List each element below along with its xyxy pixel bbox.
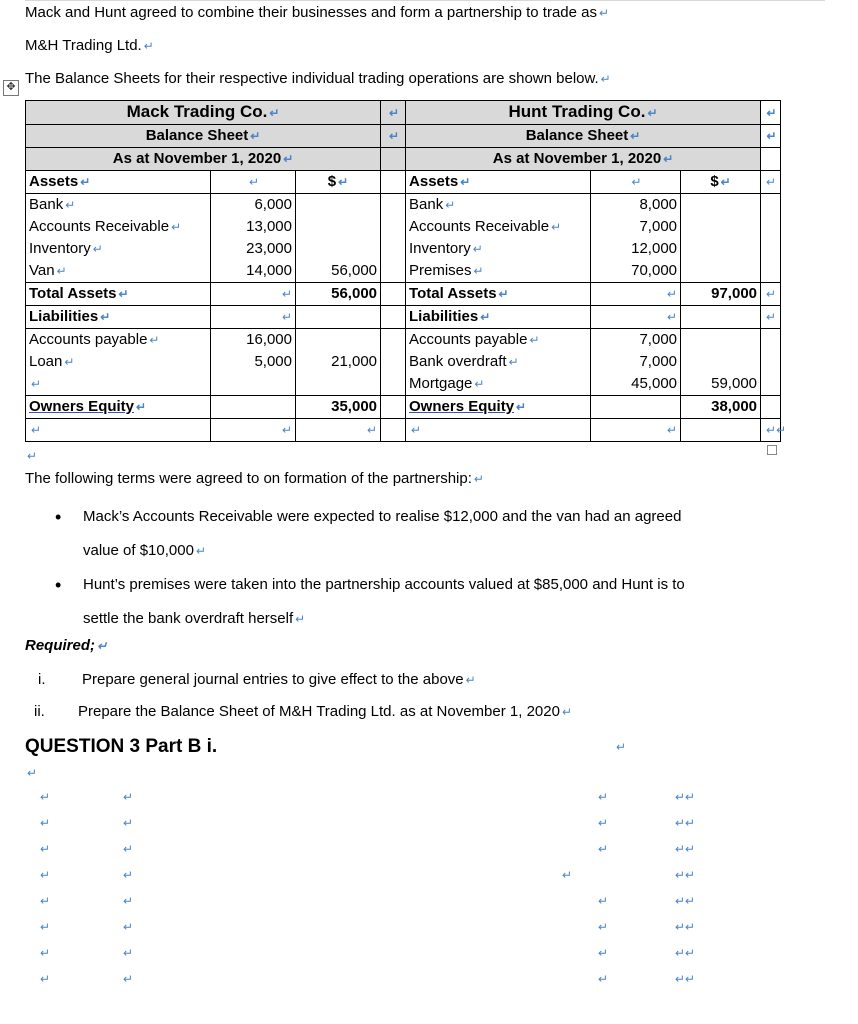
blank-answer-table	[30, 790, 790, 998]
table-row: ↵ ↵ ↵ ↵↵	[40, 946, 696, 960]
table-resize-handle[interactable]	[767, 445, 777, 455]
mack-asset-label: Bank ↵	[26, 194, 211, 217]
mack-company-title: Mack Trading Co. ↵	[26, 101, 381, 125]
hunt-liability-label: Bank overdraft ↵	[406, 351, 591, 373]
intro-line-2: M&H Trading Ltd. ↵	[25, 37, 154, 54]
hunt-company-title: Hunt Trading Co. ↵	[406, 101, 761, 125]
liabilities-header-row: Liabilities ↵ ↵ Liabilities ↵ ↵ ↵	[26, 306, 781, 329]
hunt-liability-amount: 7,000	[591, 329, 681, 352]
page-top-line	[25, 0, 825, 1]
list-item: • Mack’s Accounts Receivable were expected to realise $12,000 and the van had an agreed value of $10,000 ↵	[55, 500, 815, 568]
table-row: ↵ ↵ ↵ ↵↵	[40, 972, 696, 986]
sheet-row: Balance Sheet ↵ ↵ Balance Sheet ↵ ↵	[26, 125, 781, 148]
intro-line-1: Mack and Hunt agreed to combine their businesses and form a partnership to trade as ↵	[25, 4, 610, 21]
table-row	[26, 329, 781, 352]
required-item-1: i. Prepare general journal entries to give effect to the above ↵	[38, 671, 476, 688]
hunt-liability-amount: 45,000	[591, 373, 681, 396]
table-row: ↵ ↵ ↵ ↵↵	[40, 790, 696, 804]
table-row: ↵ ↵ ↵ ↵↵	[40, 816, 696, 830]
hunt-sheet-title: Balance Sheet ↵	[406, 125, 761, 148]
hunt-liability-label: Mortgage ↵	[406, 373, 591, 396]
mack-equity-label: Owners Equity ↵	[26, 396, 211, 419]
mack-currency: $ ↵	[296, 171, 381, 194]
intro-line-3: The Balance Sheets for their respective individual trading operations are shown below. ↵	[25, 70, 611, 87]
table-row	[26, 194, 781, 217]
hunt-asset-amount: 70,000	[591, 260, 681, 283]
mack-asset-label: Inventory ↵	[26, 238, 211, 260]
total-assets-row: Total Assets ↵ ↵ 56,000 Total Assets ↵ ↵ 97,000 ↵	[26, 283, 781, 306]
empty-row: ↵ ↵ ↵ ↵ ↵ ↵↵	[26, 419, 781, 442]
mack-asset-amount: 6,000	[211, 194, 296, 217]
date-row	[26, 148, 781, 171]
mack-assets-label: Assets ↵	[26, 171, 211, 194]
assets-header-row: Assets ↵ ↵ $ ↵ Assets ↵ ↵ $ ↵ ↵	[26, 171, 781, 194]
mack-total-assets-label: Total Assets ↵	[26, 283, 211, 306]
hunt-currency: $ ↵	[681, 171, 761, 194]
table-row: ↵ ↵ ↵ ↵↵	[40, 894, 696, 908]
required-item-2: ii. Prepare the Balance Sheet of M&H Trading Ltd. as at November 1, 2020 ↵	[34, 703, 573, 720]
table-row	[26, 351, 781, 373]
table-row: ↵ ↵ ↵ ↵↵	[40, 842, 696, 856]
mack-asset-subtotal: 56,000	[296, 260, 381, 283]
hunt-asset-amount: 8,000	[591, 194, 681, 217]
hunt-asset-label: Bank ↵	[406, 194, 591, 217]
hunt-liability-subtotal: 59,000	[681, 373, 761, 396]
required-label: Required; ↵	[25, 637, 108, 654]
hunt-asset-amount: 7,000	[591, 216, 681, 238]
table-row: ↵ ↵ ↵ ↵↵	[40, 868, 696, 882]
mack-asset-amount: 14,000	[211, 260, 296, 283]
mack-liability-subtotal: 21,000	[296, 351, 381, 373]
list-item: • Hunt’s premises were taken into the partnership accounts valued at $85,000 and Hunt is to settle the bank overdraft herself ↵	[55, 568, 815, 636]
mack-liability-label: Accounts payable ↵	[26, 329, 211, 352]
table-row: ↵ ↵ ↵ ↵↵	[40, 920, 696, 934]
heading-paragraph-mark: ↵	[616, 740, 627, 754]
hunt-equity-label: Owners Equity ↵	[406, 396, 591, 419]
mack-liability-amount: 5,000	[211, 351, 296, 373]
mack-total-assets: 56,000	[296, 283, 381, 306]
hunt-assets-label: Assets ↵	[406, 171, 591, 194]
empty-paragraph: ↵	[27, 449, 38, 463]
mack-equity: 35,000	[296, 396, 381, 419]
hunt-date: As at November 1, 2020 ↵	[406, 148, 761, 171]
hunt-asset-label: Accounts Receivable ↵	[406, 216, 591, 238]
mack-sheet-title: Balance Sheet ↵	[26, 125, 381, 148]
hunt-liability-amount: 7,000	[591, 351, 681, 373]
hunt-liability-label: Accounts payable ↵	[406, 329, 591, 352]
hunt-liabilities-label: Liabilities ↵	[406, 306, 591, 329]
mack-asset-amount: 13,000	[211, 216, 296, 238]
owners-equity-row	[26, 396, 781, 419]
table-row	[26, 216, 781, 238]
hunt-asset-label: Premises ↵	[406, 260, 591, 283]
terms-intro: The following terms were agreed to on formation of the partnership: ↵	[25, 470, 484, 487]
company-row: Mack Trading Co. ↵ ↵ Hunt Trading Co. ↵ ↵	[26, 101, 781, 125]
hunt-equity: 38,000	[681, 396, 761, 419]
mack-liabilities-label: Liabilities ↵	[26, 306, 211, 329]
hunt-asset-label: Inventory ↵	[406, 238, 591, 260]
table-row: ↵ Mortgage ↵ 45,000 59,000	[26, 373, 781, 396]
hunt-total-assets: 97,000	[681, 283, 761, 306]
table-move-handle[interactable]: ✥	[3, 80, 19, 96]
terms-list	[55, 500, 815, 636]
empty-paragraph: ↵	[27, 766, 38, 780]
mack-liability-label: Loan ↵	[26, 351, 211, 373]
mack-asset-label: Accounts Receivable ↵	[26, 216, 211, 238]
hunt-asset-amount: 12,000	[591, 238, 681, 260]
mack-asset-label: Van ↵	[26, 260, 211, 283]
mack-liability-amount: 16,000	[211, 329, 296, 352]
mack-date: As at November 1, 2020 ↵	[26, 148, 381, 171]
balance-sheets-table	[25, 100, 787, 442]
table-row	[26, 238, 781, 260]
hunt-total-assets-label: Total Assets ↵	[406, 283, 591, 306]
question-heading: QUESTION 3 Part B i.	[25, 736, 218, 757]
table-row	[26, 260, 781, 283]
mack-asset-amount: 23,000	[211, 238, 296, 260]
